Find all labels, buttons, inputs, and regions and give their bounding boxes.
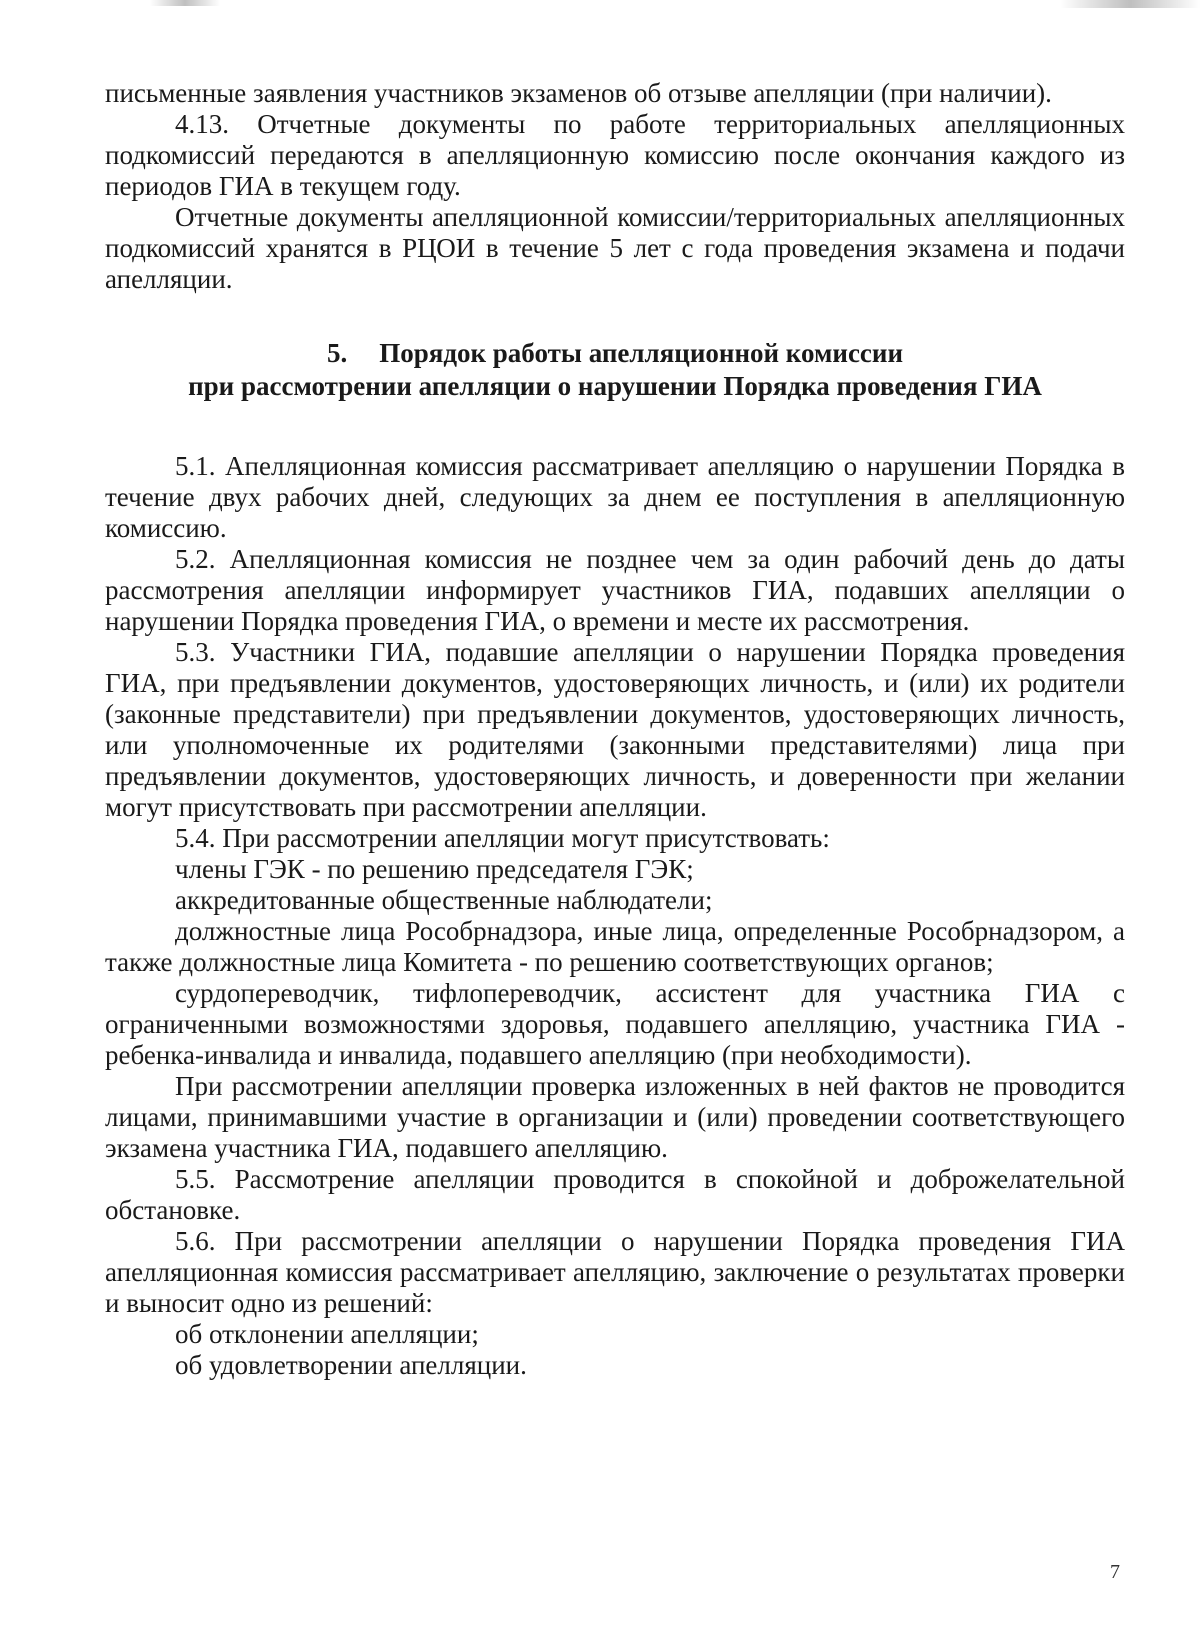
paragraph: 5.5. Рассмотрение апелляции проводится в спокойной и доброжелательной обстановке. xyxy=(105,1164,1125,1225)
paragraph: 5.3. Участники ГИА, подавшие апелляции о нарушении Порядка проведения ГИА, при предъявлении документов, удостоверяющих личность, и (или) их родители (законные представители) при предъявлении документов, удостоверяющих личность, или уполномоченные их родителями (законными представителями) лица при предъявлении документов, удостоверяющих личность, и доверенности при желании могут присутствовать при рассмотрении апелляции. xyxy=(105,637,1125,822)
paragraph: 5.4. При рассмотрении апелляции могут присутствовать: xyxy=(175,823,830,853)
paragraph: 5.1. Апелляционная комиссия рассматривает апелляцию о нарушении Порядка в течение двух рабочих дней, следующих за днем ее поступления в апелляционную комиссию. xyxy=(105,451,1125,543)
section-title-line2: при рассмотрении апелляции о нарушении Порядка проведения ГИА xyxy=(188,371,1042,401)
list-item: аккредитованные общественные наблюдатели; xyxy=(175,885,713,915)
list-item: об отклонении апелляции; xyxy=(175,1319,479,1349)
section-number: 5. xyxy=(326,338,348,368)
scan-artifact xyxy=(150,0,220,6)
paragraph: письменные заявления участников экзаменов об отзыве апелляции (при наличии). xyxy=(105,78,1052,108)
page-number: 7 xyxy=(1110,1561,1120,1583)
list-item: должностные лица Рособрнадзора, иные лица, определенные Рособрнадзором, а также должностные лица Комитета - по решению соответствующих органов; xyxy=(105,916,1125,977)
document-body xyxy=(105,78,1125,1381)
list-item: об удовлетворении апелляции. xyxy=(175,1350,527,1380)
section-heading xyxy=(105,337,1125,403)
paragraph: При рассмотрении апелляции проверка изложенных в ней фактов не проводится лицами, принимавшими участие в организации и (или) проведении соответствующего экзамена участника ГИА, подавшего апелляцию. xyxy=(105,1071,1125,1163)
paragraph: 5.2. Апелляционная комиссия не позднее чем за один рабочий день до даты рассмотрения апелляции информирует участников ГИА, подавших апелляции о нарушении Порядка проведения ГИА, о времени и месте их рассмотрения. xyxy=(105,544,1125,636)
section-title-line1: Порядок работы апелляционной комиссии xyxy=(379,338,904,368)
paragraph: 4.13. Отчетные документы по работе территориальных апелляционных подкомиссий передаются в апелляционную комиссию после окончания каждого из периодов ГИА в текущем году. xyxy=(105,109,1125,201)
list-item: члены ГЭК - по решению председателя ГЭК; xyxy=(175,854,694,884)
list-item: сурдопереводчик, тифлопереводчик, ассистент для участника ГИА с ограниченными возможностями здоровья, подавшего апелляцию, участника ГИА - ребенка-инвалида и инвалида, подавшего апелляцию (при необходимости). xyxy=(105,978,1125,1070)
scan-artifact xyxy=(1060,0,1200,8)
paragraph: 5.6. При рассмотрении апелляции о нарушении Порядка проведения ГИА апелляционная комиссия рассматривает апелляцию, заключение о результатах проверки и выносит одно из решений: xyxy=(105,1226,1125,1318)
paragraph: Отчетные документы апелляционной комиссии/территориальных апелляционных подкомиссий хранятся в РЦОИ в течение 5 лет с года проведения экзамена и подачи апелляции. xyxy=(105,202,1125,294)
